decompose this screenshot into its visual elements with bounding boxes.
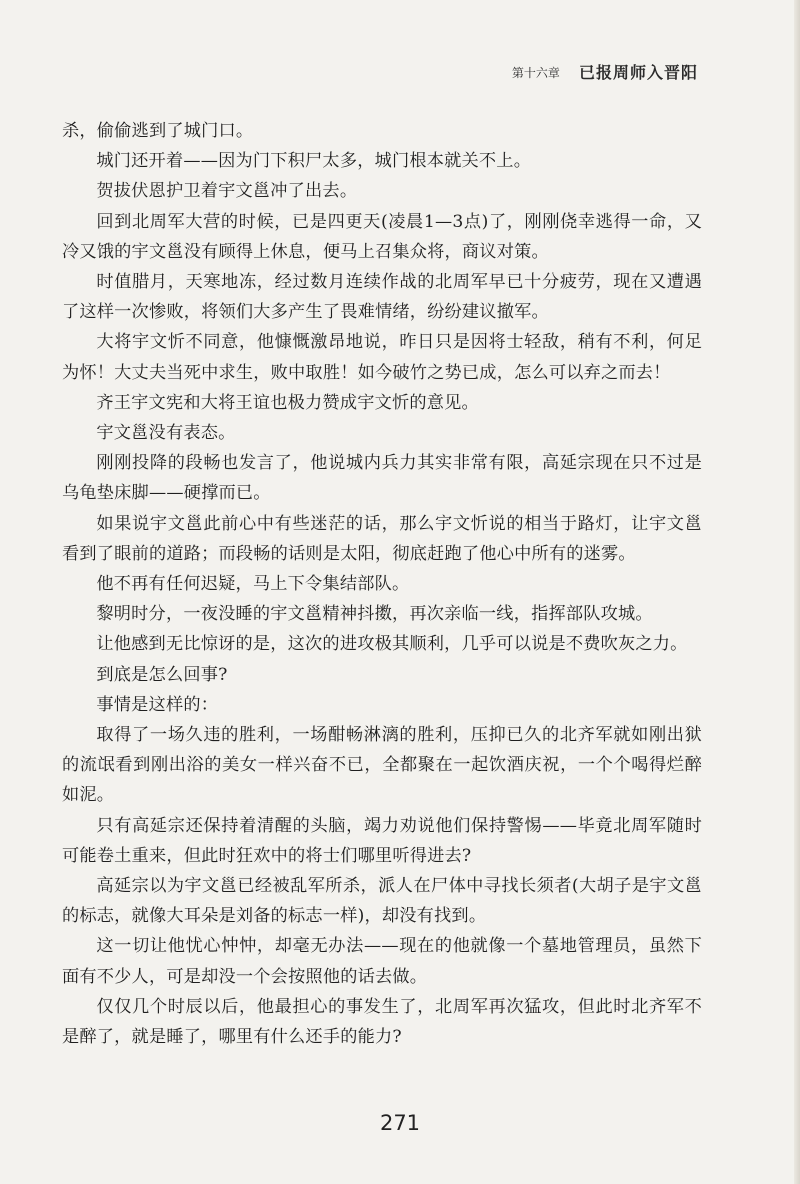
page-edge	[794, 0, 800, 1184]
chapter-number: 第十六章	[511, 66, 560, 80]
paragraph: 回到北周军大营的时候，已是四更天(凌晨1—3点)了，刚刚侥幸逃得一命，又冷又饿的宇文邕没有顾得上休息，便马上召集众将，商议对策。	[62, 211, 702, 262]
paragraph: 杀，偷偷逃到了城门口。	[62, 121, 254, 141]
paragraph: 刚刚投降的段畅也发言了，他说城内兵力其实非常有限，高延宗现在只不过是乌龟垫床脚——硬撑而已。	[62, 453, 702, 504]
paragraph: 取得了一场久违的胜利，一场酣畅淋漓的胜利，压抑已久的北齐军就如刚出狱的流氓看到刚出浴的美女一样兴奋不已，全都聚在一起饮酒庆祝，一个个喝得烂醉如泥。	[62, 725, 702, 806]
paragraph: 他不再有任何迟疑，马上下令集结部队。	[96, 574, 410, 595]
paragraph: 仅仅几个时辰以后，他最担心的事发生了，北周军再次猛攻，但此时北齐军不是醉了，就是睡了，哪里有什么还手的能力?	[62, 996, 702, 1048]
paragraph: 黎明时分，一夜没睡的宇文邕精神抖擞，再次亲临一线，指挥部队攻城。	[96, 604, 653, 625]
paragraph: 这一切让他忧心忡忡，却毫无办法——现在的他就像一个墓地管理员，虽然下面有不少人，可是却没一个会按照他的话去做。	[62, 936, 702, 987]
paragraph: 时值腊月，天寒地冻，经过数月连续作战的北周军早已十分疲劳，现在又遭遇了这样一次惨败，将领们大多产生了畏难情绪，纷纷建议撤军。	[62, 272, 702, 323]
running-head	[512, 60, 698, 83]
paragraph: 齐王宇文宪和大将王谊也极力赞成宇文忻的意见。	[96, 392, 479, 413]
paragraph: 宇文邕没有表态。	[96, 423, 236, 444]
paragraph: 贺拔伏恩护卫着宇文邕冲了出去。	[96, 181, 358, 202]
paragraph: 高延宗以为宇文邕已经被乱军所杀，派人在尸体中寻找长须者(大胡子是宇文邕的标志，就像大耳朵是刘备的标志一样)，却没有找到。	[62, 876, 702, 927]
page-number: 271	[379, 1111, 421, 1135]
paragraph: 城门还开着——因为门下积尸太多，城门根本就关不上。	[96, 151, 532, 172]
paragraph: 如果说宇文邕此前心中有些迷茫的话，那么宇文忻说的相当于路灯，让宇文邕看到了眼前的道路；而段畅的话则是太阳，彻底赶跑了他心中所有的迷雾。	[62, 513, 702, 564]
paragraph: 让他感到无比惊讶的是，这次的进攻极其顺利，几乎可以说是不费吹灰之力。	[96, 634, 688, 655]
paragraph: 事情是这样的：	[96, 694, 219, 715]
paragraph: 到底是怎么回事?	[96, 664, 228, 685]
paragraph: 大将宇文忻不同意，他慷慨激昂地说，昨日只是因将士轻敌，稍有不利，何足为怀！大丈夫当死中求生，败中取胜！如今破竹之势已成，怎么可以弃之而去！	[62, 332, 702, 383]
body-text	[62, 116, 702, 1052]
paragraph: 只有高延宗还保持着清醒的头脑，竭力劝说他们保持警惕——毕竟北周军随时可能卷土重来，但此时狂欢中的将士们哪里听得进去?	[62, 815, 702, 866]
chapter-title: 已报周师入晋阳	[578, 63, 698, 82]
